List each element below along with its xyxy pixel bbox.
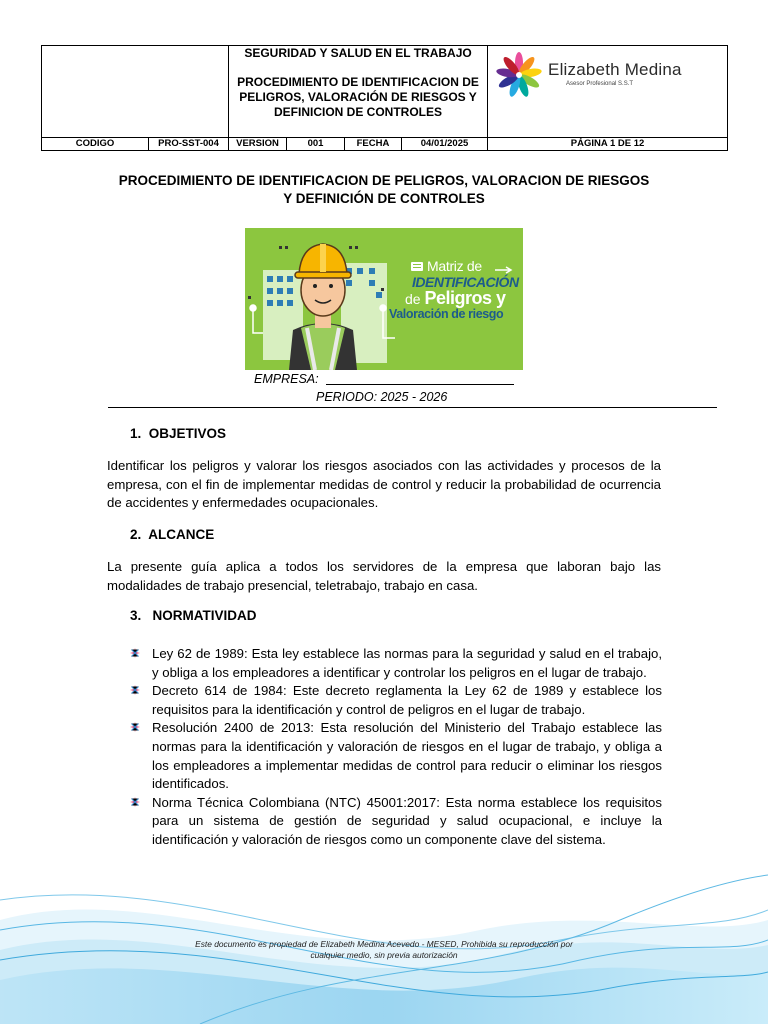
list-item-text: Resolución 2400 de 2013: Esta resolución del Ministerio del Trabajo establece las normas para la identificación y valoración de riesgos en el lugar de trabajo, y obliga a los empleadores a implementar medidas de control para reducir o eliminar los riesgos identificados. [152, 720, 662, 792]
logo-name: Elizabeth Medina [548, 60, 682, 79]
fecha-label: FECHA [345, 138, 402, 151]
document-title-line1: PROCEDIMIENTO DE IDENTIFICACION DE PELIGROS, VALORACION DE RIESGOS [118, 173, 650, 188]
arrow-right-icon [495, 266, 515, 274]
star-bullet-icon [130, 722, 140, 732]
objetivos-paragraph: Identificar los peligros y valorar los riesgos asociados con las actividades y procesos de la empresa, con el fin de implementar medidas de control y reducir la probabilidad de ocurrencia de accidentes y enfermedades ocupacionales. [107, 458, 661, 511]
codigo-label: CODIGO [42, 138, 149, 151]
hero-line4: Valoración de riesgo [389, 307, 504, 321]
header-doc-title: PROCEDIMIENTO DE IDENTIFICACION DE PELIGROS, VALORACIÓN DE RIESGOS Y DEFINICION DE CONTROLES [237, 75, 479, 119]
hero-line2: IDENTIFICACIÓN [412, 274, 519, 290]
section-objetivos-heading [130, 426, 226, 441]
version-label: VERSION [229, 138, 287, 151]
fecha-value: 04/01/2025 [402, 138, 488, 151]
hero-line3-prefix: de [405, 291, 425, 307]
section-title: OBJETIVOS [148, 426, 227, 441]
list-item-text: Decreto 614 de 1984: Este decreto reglamenta la Ley 62 de 1989 y establece los requisitos para la identificación y control de peligros en el lugar de trabajo. [152, 683, 662, 717]
section-divider [108, 407, 717, 408]
hero-line3: Peligros y [424, 288, 506, 308]
page-indicator: PÁGINA 1 DE 12 [488, 138, 728, 151]
periodo-text: PERIODO: 2025 - 2026 [316, 390, 448, 404]
matriz-icon [411, 262, 425, 272]
document-header-table [41, 45, 728, 151]
star-bullet-icon [130, 648, 140, 658]
hero-line1: Matriz de [427, 258, 482, 274]
section-title: ALCANCE [148, 527, 215, 542]
section-number: 3. [130, 608, 142, 623]
list-item [130, 645, 662, 682]
star-bullet-icon [130, 685, 140, 695]
document-title-line2: Y DEFINICIÓN DE CONTROLES [283, 191, 485, 206]
list-item [130, 794, 662, 850]
header-blank-cell [42, 46, 229, 138]
alcance-paragraph: La presente guía aplica a todos los servidores de la empresa que laboran bajo las modalidades de trabajo presencial, teletrabajo, trabajo en casa. [107, 559, 661, 593]
header-logo-cell [488, 46, 728, 138]
list-item-text: Norma Técnica Colombiana (NTC) 45001:2017: Esta norma establece los requisitos para un sistema de gestión de seguridad y salud ocupacional, e incluye la identificación y valoración de riesgos como un componente clave del sistema. [152, 794, 662, 847]
section-number: 2. [130, 527, 142, 542]
hero-image [245, 228, 523, 370]
list-item-text: Ley 62 de 1989: Esta ley establece las normas para la seguridad y salud en el trabajo, y obliga a los empleadores a identificar y controlar los peligros en el lugar de trabajo. [152, 646, 662, 680]
footer-notice [150, 939, 618, 961]
version-value: 001 [287, 138, 345, 151]
logo-flower-icon [494, 50, 544, 100]
section-title: NORMATIVIDAD [152, 608, 257, 623]
header-title-cell [229, 46, 488, 138]
empresa-label: EMPRESA: [254, 372, 319, 386]
empresa-input-line [326, 384, 514, 385]
section-number: 1. [130, 426, 142, 441]
star-bullet-icon [130, 797, 140, 807]
document-title [60, 172, 708, 208]
codigo-value: PRO-SST-004 [149, 138, 229, 151]
hero-line3-wrap [405, 288, 506, 309]
list-item [130, 719, 662, 793]
normatividad-list [130, 645, 662, 850]
logo-subtitle: Asesor Profesional S.S.T [566, 81, 634, 87]
section-normatividad-heading [130, 608, 257, 623]
header-org: SEGURIDAD Y SALUD EN EL TRABAJO [244, 46, 472, 60]
footer-line1: Este documento es propiedad de Elizabeth Medina Acevedo - MESED, Prohibida su reproducción por [195, 939, 573, 949]
section-alcance-heading [130, 527, 214, 542]
list-item [130, 682, 662, 719]
footer-line2: cualquier medio, sin previa autorización [310, 950, 458, 960]
